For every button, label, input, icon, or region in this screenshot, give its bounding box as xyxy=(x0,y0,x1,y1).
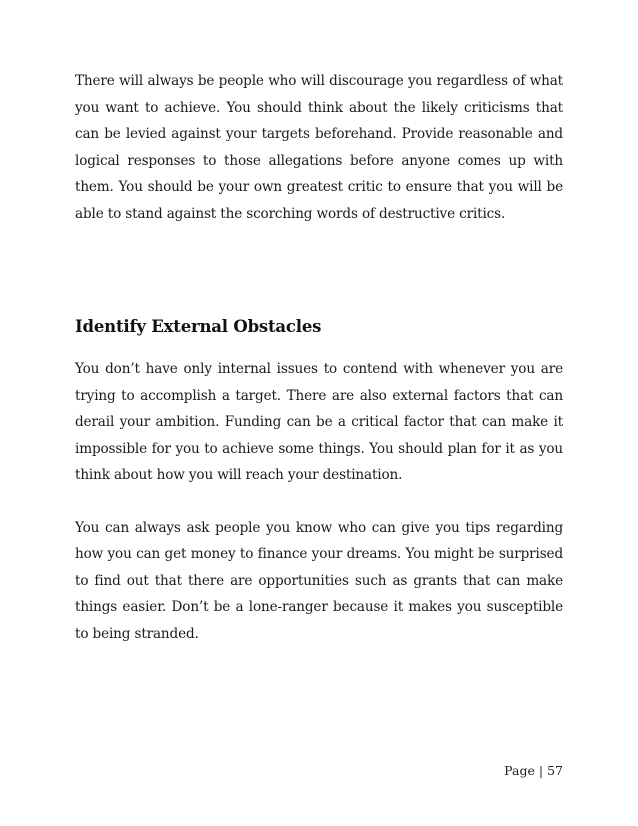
page-separator: | xyxy=(538,763,544,778)
intro-section xyxy=(75,68,563,227)
section-header xyxy=(75,316,563,338)
paragraph-funding-tips: You can always ask people you know who can give you tips regarding how you can get money to finance your dreams. You might be surprised to find out that there are opportunities such as grants that can make things easier. Don’t be a lone-ranger because it makes you susceptible to being stranded. xyxy=(75,519,563,642)
page-footer xyxy=(504,763,563,778)
external-obstacles-section xyxy=(75,356,563,647)
section-heading: Identify External Obstacles xyxy=(75,317,322,336)
page-label: Page xyxy=(504,763,535,778)
paragraph-external-factors: You don’t have only internal issues to contend with whenever you are trying to accomplish a target. There are also external factors that can derail your ambition. Funding can be a critical factor that can make it impossible for you to achieve some things. You should plan for it as you think about how you will reach your destination. xyxy=(75,361,563,483)
paragraph-criticism: There will always be people who will discourage you regardless of what you want to achieve. You should think about the likely criticisms that can be levied against your targets beforehand. Provide reasonable and logical responses to those allegations before anyone comes up with them. You should be your own greatest critic to ensure that you will be able to stand against the scorching words of destructive critics. xyxy=(75,73,563,222)
page-number: 57 xyxy=(547,763,563,778)
